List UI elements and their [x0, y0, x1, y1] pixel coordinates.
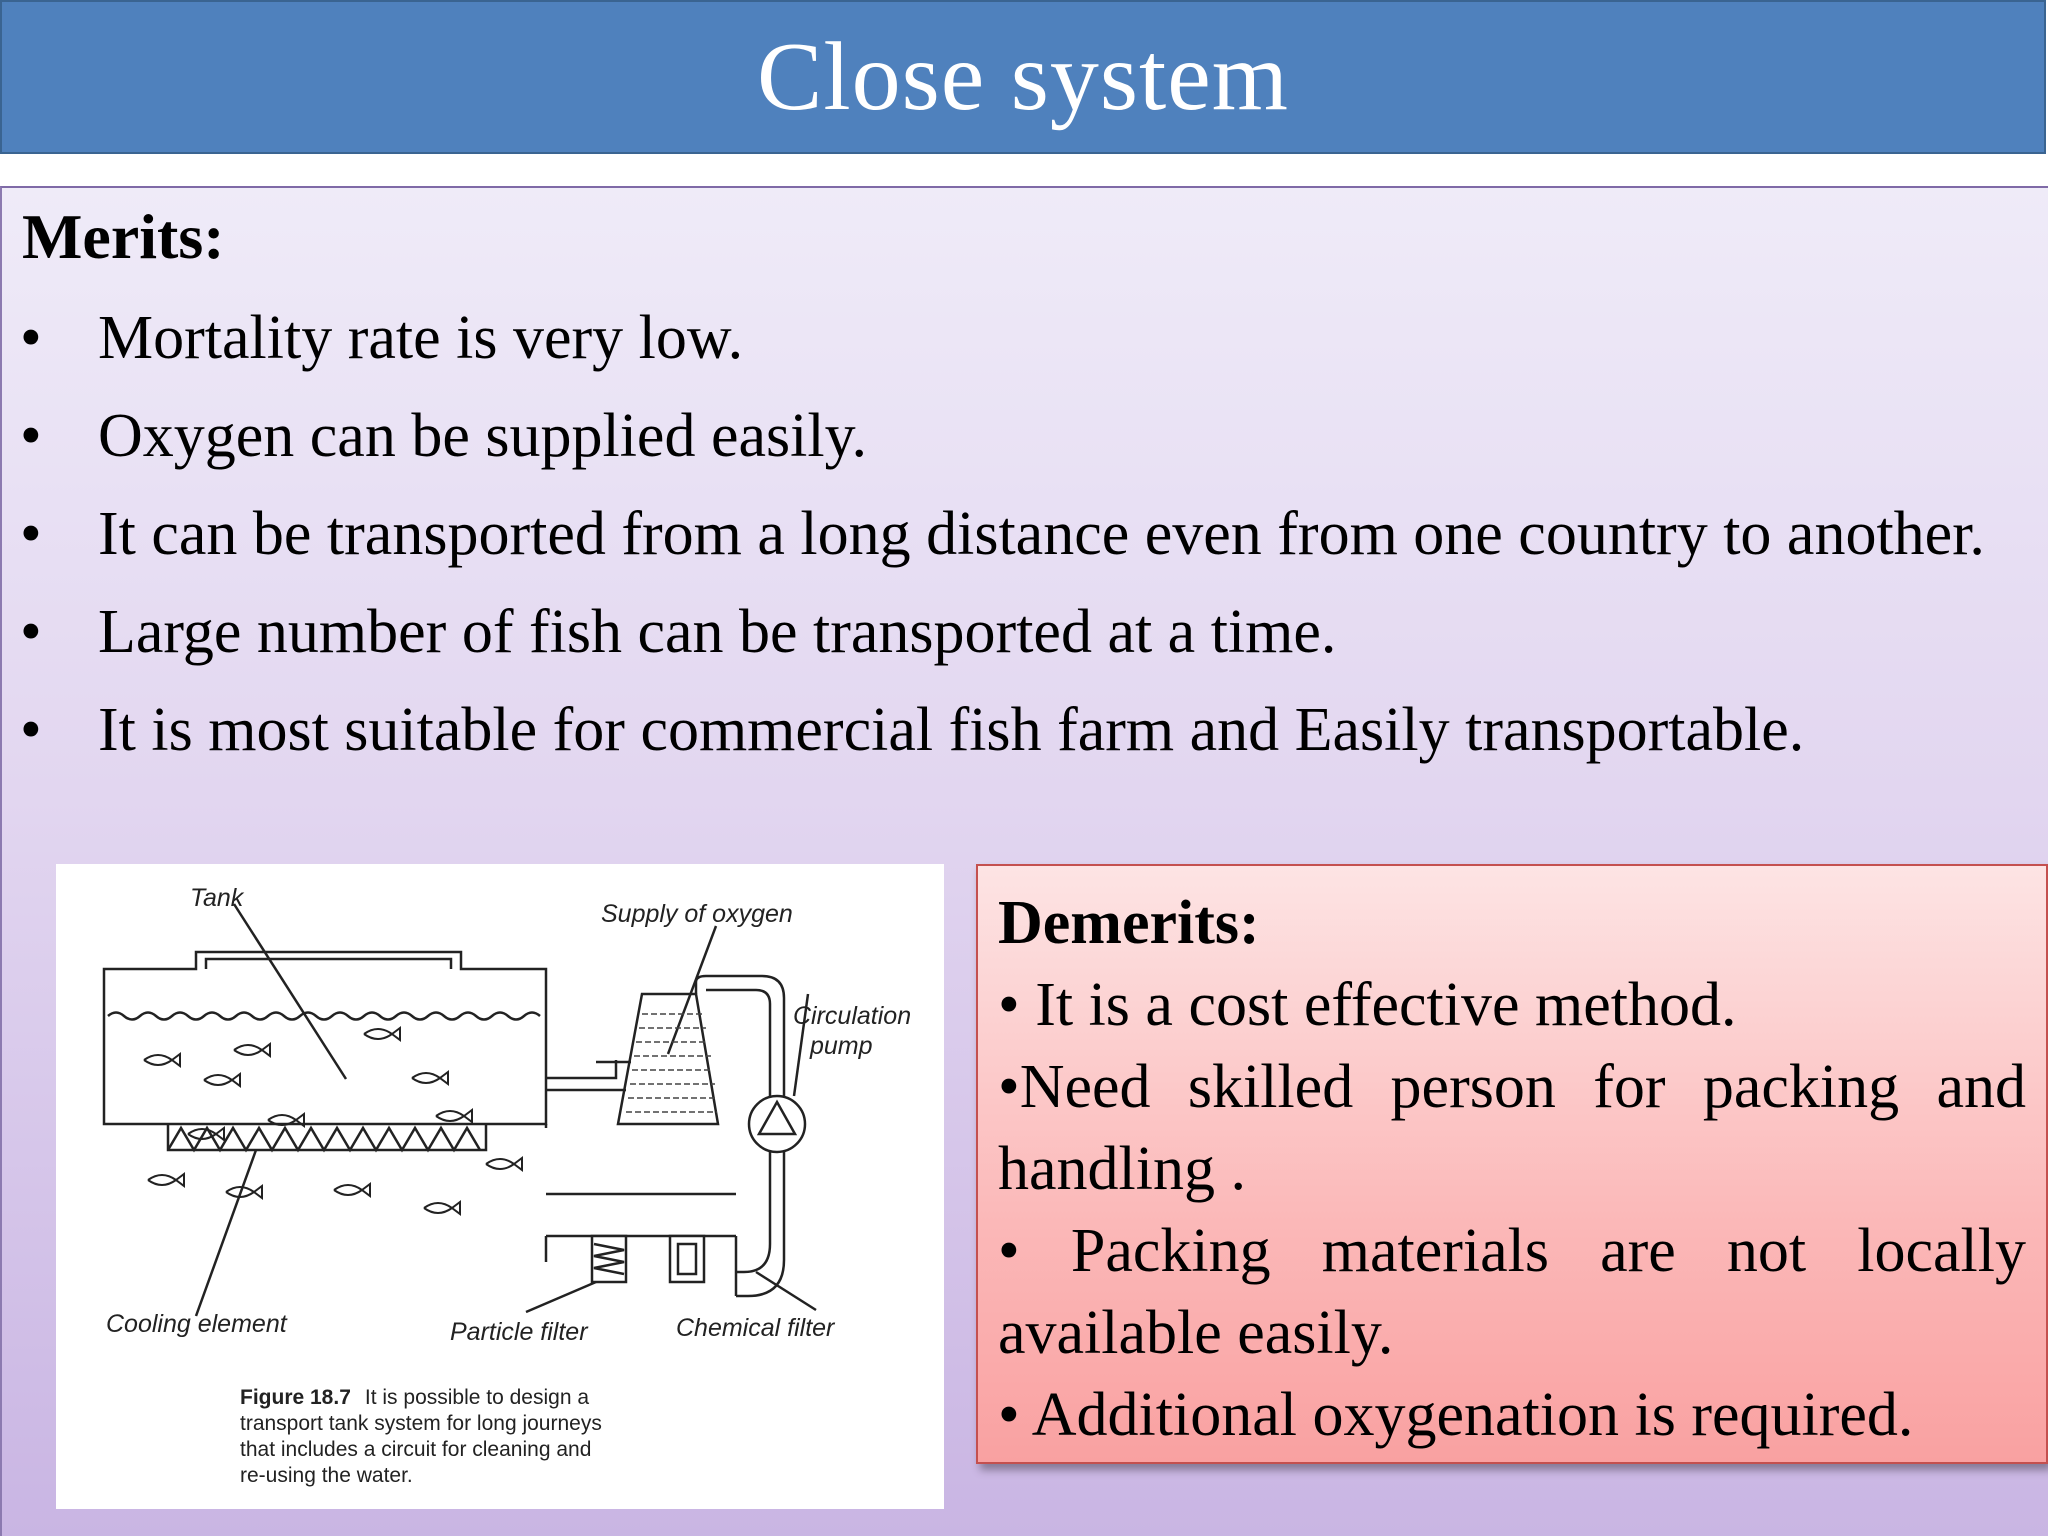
water-surface	[108, 1013, 540, 1020]
tank-leader	[234, 904, 346, 1079]
svg-text:Figure 18.7It is possible to d	[240, 1386, 589, 1409]
merit-item	[0, 396, 2040, 476]
bullet: •	[20, 598, 42, 666]
demerit-item: • Additional oxygenation is required.	[998, 1381, 1914, 1449]
bullet: •	[20, 696, 42, 764]
figure-caption	[240, 1386, 602, 1487]
merit-text: Mortality rate is very low.	[98, 304, 744, 372]
fish-icon	[412, 1072, 448, 1084]
oxygen-cone	[618, 994, 718, 1124]
tank-label: Tank	[190, 884, 244, 912]
caption-number: Figure 18.7	[240, 1386, 351, 1409]
fish-group	[144, 1028, 522, 1214]
transport-tank-figure	[56, 864, 944, 1509]
cooling-element-label: Cooling element	[106, 1310, 287, 1338]
fish-icon	[204, 1074, 240, 1086]
caption-line-2: transport tank system for long journeys	[240, 1412, 602, 1435]
tank-outline	[104, 952, 546, 1124]
fish-icon	[436, 1110, 472, 1122]
demerit-item: • Packing materials are not locally available easily.	[998, 1217, 2026, 1367]
bullet: •	[20, 402, 42, 470]
caption-line-4: re-using the water.	[240, 1464, 413, 1487]
particle-leader	[526, 1282, 596, 1312]
merit-item	[0, 494, 2040, 574]
fish-icon	[148, 1174, 184, 1186]
merit-item	[0, 298, 2040, 378]
tank-diagram	[56, 864, 944, 1509]
caption-line-1: It is possible to design a	[364, 1386, 590, 1409]
circulation-label: Circulation	[793, 1002, 912, 1030]
supply-label: Supply of oxygen	[601, 900, 793, 928]
slide-title: Close system	[757, 23, 1289, 131]
merit-text: It is most suitable for commercial fish farm and Easily transportable.	[98, 696, 1805, 764]
cooling-leader	[196, 1150, 256, 1316]
fish-icon	[144, 1054, 180, 1066]
caption-line-3: that includes a circuit for cleaning and	[240, 1438, 592, 1461]
fish-icon	[424, 1202, 460, 1214]
merit-item	[0, 690, 2040, 770]
demerits-heading: Demerits:	[998, 889, 1260, 957]
fish-icon	[234, 1044, 270, 1056]
merits-list	[0, 298, 2040, 788]
merit-item	[0, 592, 2040, 672]
particle-filter-label: Particle filter	[450, 1318, 588, 1346]
fish-icon	[364, 1028, 400, 1040]
fish-icon	[188, 1128, 224, 1140]
fish-icon	[226, 1186, 262, 1198]
merit-text: Oxygen can be supplied easily.	[98, 402, 868, 470]
chemical-filter-label: Chemical filter	[676, 1314, 835, 1342]
demerit-item: •Need skilled person for packing and handling .	[998, 1053, 2026, 1203]
chemical-leader	[756, 1272, 816, 1310]
merit-text: Large number of fish can be transported at a time.	[98, 598, 1337, 666]
merit-text: It can be transported from a long distance even from one country to another.	[98, 500, 1985, 568]
merits-heading: Merits:	[22, 201, 225, 272]
demerit-item: • It is a cost effective method.	[998, 971, 1737, 1039]
demerits-box	[976, 864, 2048, 1464]
cooling-zigzag	[168, 1128, 480, 1150]
pump-label: pump	[810, 1032, 873, 1060]
fish-icon	[486, 1158, 522, 1170]
bullet: •	[20, 304, 42, 372]
title-bar	[0, 0, 2046, 154]
tank-lid-inner	[206, 959, 451, 969]
fish-icon	[334, 1184, 370, 1196]
bullet: •	[20, 500, 42, 568]
